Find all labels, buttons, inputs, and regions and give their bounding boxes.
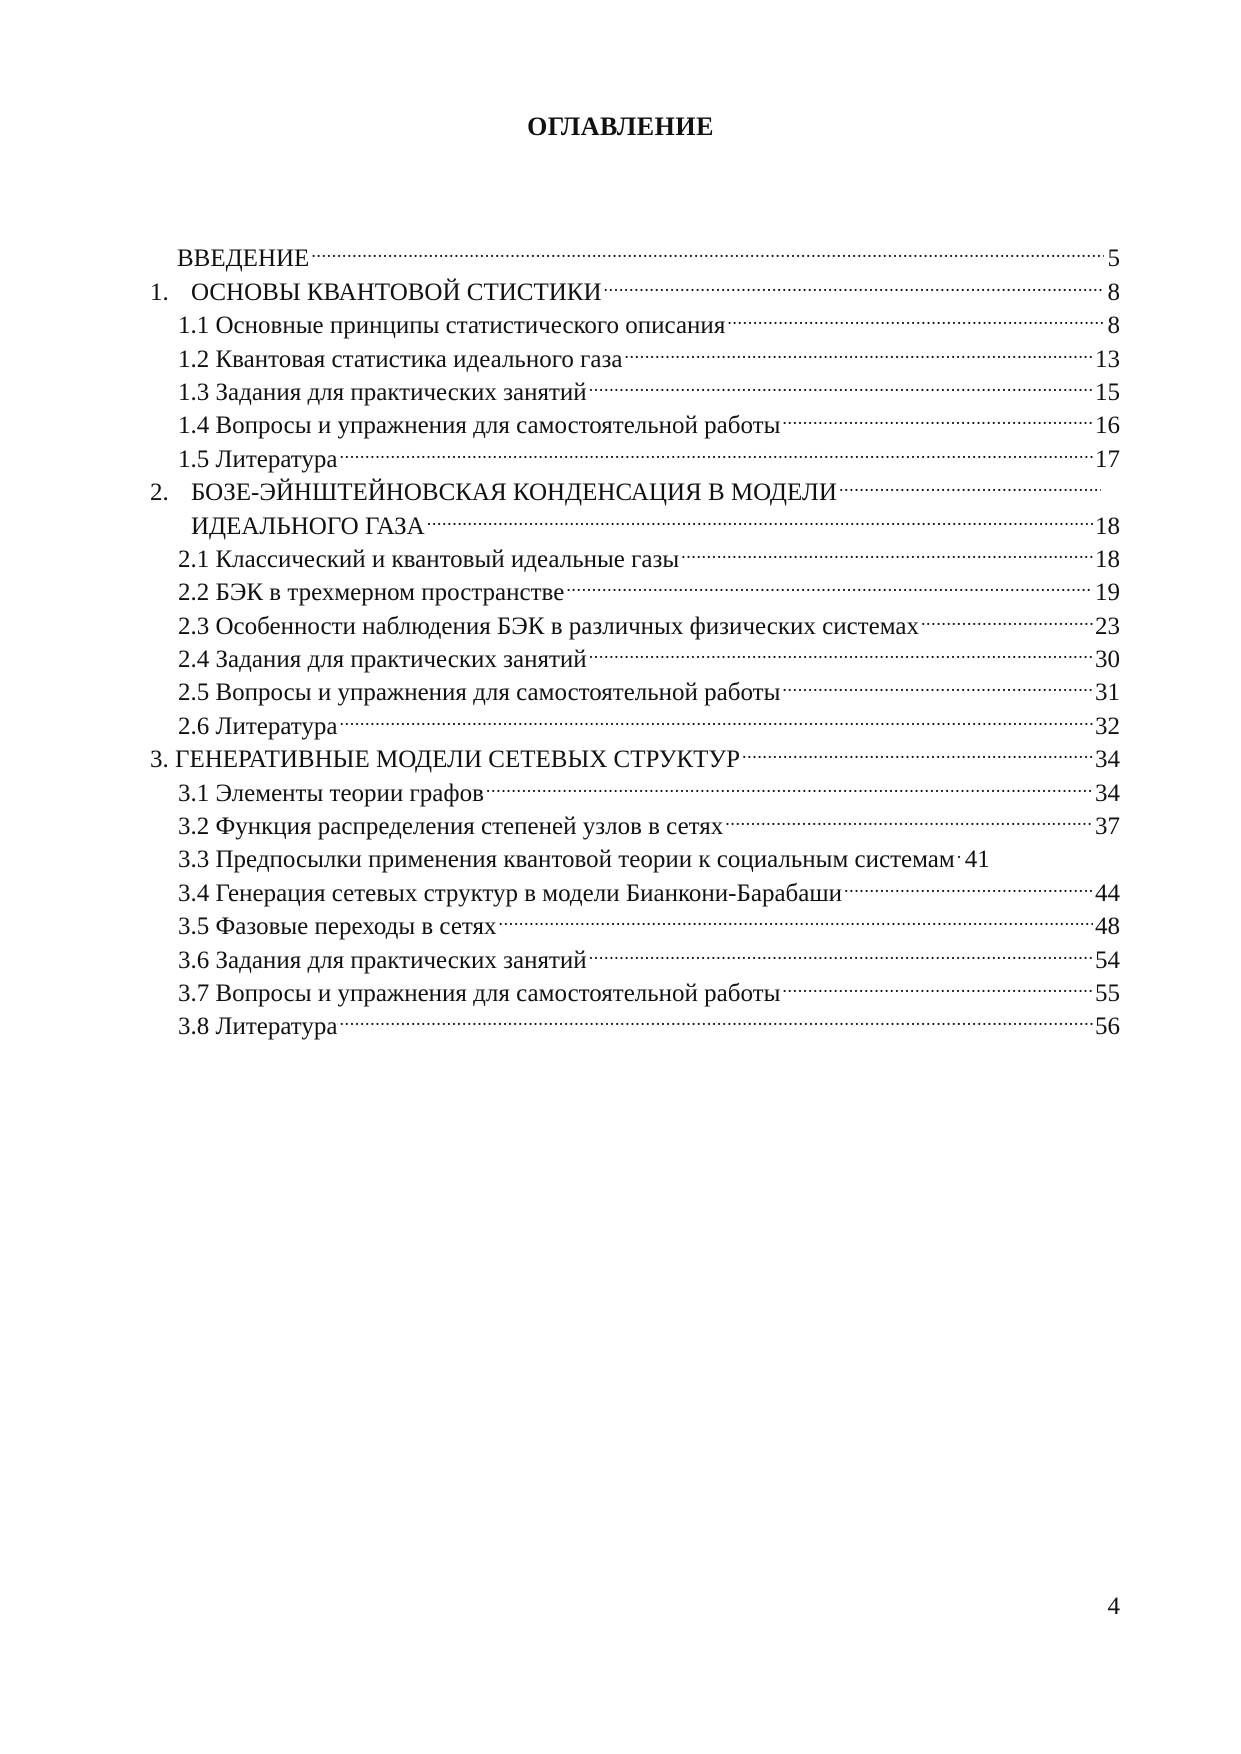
toc-entry-text: 2.5 Вопросы и упражнения для самостоятельной работы [178,679,781,707]
toc-page-number: 48 [1095,913,1120,941]
toc-page-number: 15 [1095,378,1120,406]
toc-dot-leader [681,534,1093,567]
toc-page-number: 19 [1095,579,1120,607]
toc-page-number: 32 [1095,712,1120,740]
toc-dot-leader [589,934,1093,967]
toc-entry-text: ИДЕАЛЬНОГО ГАЗА [191,512,425,540]
toc-entry-text: 1.2 Квантовая статистика идеального газа [178,345,623,373]
toc-page-number: 54 [1095,946,1120,974]
toc-entry-text: 3.1 Элементы теории графов [178,779,484,807]
toc-dot-leader [486,767,1093,800]
toc-entry-2-6[interactable] [150,700,1120,740]
toc-entry-text: 3.2 Функция распределения степеней узлов в сетях [178,813,724,841]
toc-entry-text: 1.4 Вопросы и упражнения для самостоятельной работы [178,412,781,440]
toc-entry-text: 3.8 Литература [178,1013,338,1041]
toc-entry-text: 2.4 Задания для практических занятий [178,646,587,674]
toc-chapter-number: 1. [150,278,169,306]
toc-page-number: 34 [1095,779,1120,807]
toc-page-number: 41 [964,846,990,874]
toc-entry-intro[interactable] [150,233,1120,273]
toc-entry-1-5[interactable] [150,433,1120,473]
toc-dot-leader [311,233,1104,266]
toc-entry-2-3[interactable] [150,600,1120,640]
toc-dot-leader [839,467,1101,500]
page-title: ОГЛАВЛЕНИЕ [527,112,714,141]
toc-chapter-number: 2. [150,479,169,507]
toc-entry-2-4[interactable] [150,634,1120,674]
toc-entry-2-1[interactable] [150,534,1120,573]
toc-entry-text: БОЗЕ-ЭЙНШТЕЙНОВСКАЯ КОНДЕНСАЦИЯ В МОДЕЛИ [191,479,837,507]
toc-entry-text: 3.3 Предпосылки применения квантовой теории к социальным системам [178,846,955,874]
toc-entry-text: 2.6 Литература [178,712,338,740]
toc-entry-1-2[interactable] [150,333,1120,373]
toc-page-number: 17 [1095,445,1120,473]
toc-entry-text: 2.2 БЭК в трехмерном пространстве [178,579,565,607]
toc-entry-2-2[interactable] [150,567,1120,607]
toc-entry-chapter-2[interactable] [150,467,1120,507]
toc-page-number: 18 [1095,545,1120,573]
toc-page-number: 30 [1095,646,1120,674]
toc-page-number: 13 [1095,345,1120,373]
toc-entry-text: 2.1 Классический и квантовый идеальные газы [178,545,680,573]
toc-dot-leader [589,367,1093,400]
toc-entry-3-1[interactable] [150,767,1120,807]
toc-dot-leader [340,700,1094,733]
toc-page-number: 5 [1107,245,1120,273]
toc-entry-text: 1.5 Литература [178,445,338,473]
toc-entry-1-3[interactable] [150,367,1120,406]
toc-dot-leader [604,266,1104,299]
toc-entry-text: 3.7 Вопросы и упражнения для самостоятельной работы [178,979,781,1007]
toc-entry-text: 1.3 Задания для практических занятий [178,378,587,406]
toc-entry-3-5[interactable] [150,901,1120,941]
toc-dot-leader [921,600,1093,633]
toc-page-number: 16 [1095,412,1120,440]
toc-page-number: 8 [1107,278,1120,306]
toc-page-number: 34 [1095,746,1120,774]
toc-entry-3-4[interactable] [150,867,1120,907]
toc-entry-text: 3.4 Генерация сетевых структур в модели Бианкони-Барабаши [178,879,842,907]
toc-dot-leader [340,1001,1094,1034]
toc-page-number: 37 [1095,813,1120,841]
toc-entry-3-6[interactable] [150,934,1120,974]
toc-page-number: 44 [1095,879,1120,907]
toc-dot-leader [782,400,1093,433]
toc-dot-leader [427,500,1093,533]
toc-dot-leader [725,801,1093,834]
toc-entry-3-2[interactable] [150,801,1120,841]
toc-page-number: 31 [1095,679,1120,707]
toc-entry-2-5[interactable] [150,667,1120,707]
toc-entry-chapter-2-continued[interactable] [150,500,1120,540]
toc-dot-leader [727,300,1104,333]
toc-dot-leader [782,667,1093,700]
toc-dot-leader [589,634,1093,667]
toc-page-number: 23 [1095,612,1120,640]
toc-entry-1-1[interactable] [150,300,1120,340]
toc-entry-3-8[interactable] [150,1001,1120,1041]
toc-entry-text: 2.3 Особенности наблюдения БЭК в различных физических системах [178,612,919,640]
toc-page-number: 55 [1095,979,1120,1007]
toc-dot-leader [624,333,1093,366]
toc-entry-3-7[interactable] [150,968,1120,1007]
table-of-contents [150,233,1120,1041]
toc-dot-leader [340,433,1094,466]
toc-dot-leader [844,867,1093,900]
page-number: 4 [1107,1593,1120,1620]
toc-entry-text: 3. ГЕНЕРАТИВНЫЕ МОДЕЛИ СЕТЕВЫХ СТРУКТУР [150,746,741,774]
toc-page-number: 18 [1095,512,1120,540]
toc-entry-text: 1.1 Основные принципы статистического описания [178,312,726,340]
toc-dot-leader [566,567,1093,600]
toc-entry-chapter-1[interactable] [150,266,1120,306]
toc-entry-text: 3.5 Фазовые переходы в сетях [178,913,497,941]
toc-page-number: 8 [1107,312,1120,340]
toc-entry-text: ВВЕДЕНИЕ [177,245,310,273]
toc-dot-leader [742,734,1093,767]
toc-entry-1-4[interactable] [150,400,1120,440]
toc-dot-leader [499,901,1093,934]
toc-entry-chapter-3[interactable] [150,734,1120,774]
toc-dot-leader [957,834,963,867]
toc-page-number: 56 [1095,1013,1120,1041]
toc-entry-text: ОСНОВЫ КВАНТОВОЙ СТИСТИКИ [191,278,602,306]
toc-entry-text: 3.6 Задания для практических занятий [178,946,587,974]
toc-entry-3-3[interactable] [150,834,1120,874]
toc-dot-leader [782,968,1093,1001]
